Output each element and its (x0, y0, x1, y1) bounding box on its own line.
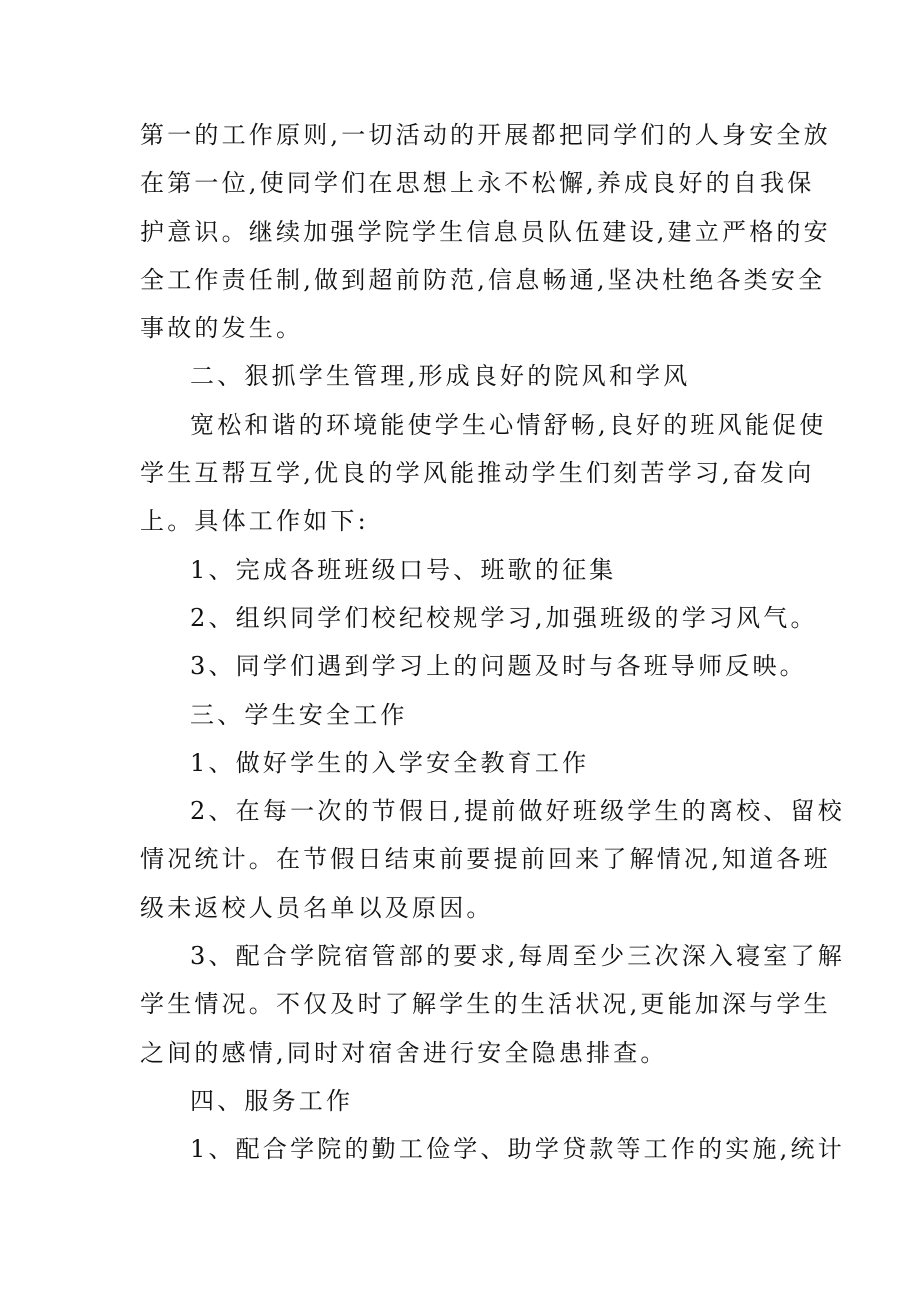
paragraph-line: 学生情况。不仅及时了解学生的生活状况,更能加深与学生 (140, 990, 831, 1019)
paragraph-line: 第一的工作原则,一切活动的开展都把同学们的人身安全放 (140, 121, 831, 149)
paragraph-line-indented: 二、狠抓学生管理,形成良好的院风和学风 (190, 362, 691, 391)
paragraph-line: 护意识。继续加强学院学生信息员队伍建设,建立严格的安 (140, 217, 831, 246)
paragraph-line: 上。具体工作如下: (140, 507, 369, 536)
paragraph-line: 级未返校人员名单以及原因。 (140, 893, 494, 922)
paragraph-line-indented: 1、做好学生的入学安全教育工作 (190, 748, 590, 777)
paragraph-line-indented: 2、组织同学们校纪校规学习,加强班级的学习风气。 (190, 603, 818, 632)
paragraph-line-indented: 三、学生安全工作 (190, 700, 408, 729)
paragraph-line-indented: 3、配合学院宿管部的要求,每周至少三次深入寝室了解 (190, 942, 845, 971)
paragraph-line-indented: 1、完成各班班级口号、班歌的征集 (190, 555, 617, 584)
paragraph-line-indented: 四、服务工作 (190, 1086, 354, 1115)
paragraph-line: 在第一位,使同学们在思想上永不松懈,养成良好的自我保 (140, 169, 815, 198)
paragraph-line: 全工作责任制,做到超前防范,信息畅通,坚决杜绝各类安全 (140, 265, 826, 294)
paragraph-line-indented: 3、同学们遇到学习上的问题及时与各班导师反映。 (190, 652, 807, 681)
paragraph-line-indented: 2、在每一次的节假日,提前做好班级学生的离校、留校 (190, 797, 845, 826)
paragraph-line: 情况统计。在节假日结束前要提前回来了解情况,知道各班 (140, 845, 831, 874)
document-body (140, 111, 845, 1174)
paragraph-line-indented: 1、配合学院的勤工俭学、助学贷款等工作的实施,统计 (190, 1135, 845, 1164)
paragraph-line: 学生互帮互学,优良的学风能推动学生们刻苦学习,奋发向 (140, 459, 815, 488)
paragraph-line-indented: 宽松和谐的环境能使学生心情舒畅,良好的班风能促使 (190, 410, 827, 439)
paragraph-line: 之间的感情,同时对宿舍进行安全隐患排查。 (140, 1038, 668, 1067)
paragraph-line: 事故的发生。 (140, 314, 304, 343)
